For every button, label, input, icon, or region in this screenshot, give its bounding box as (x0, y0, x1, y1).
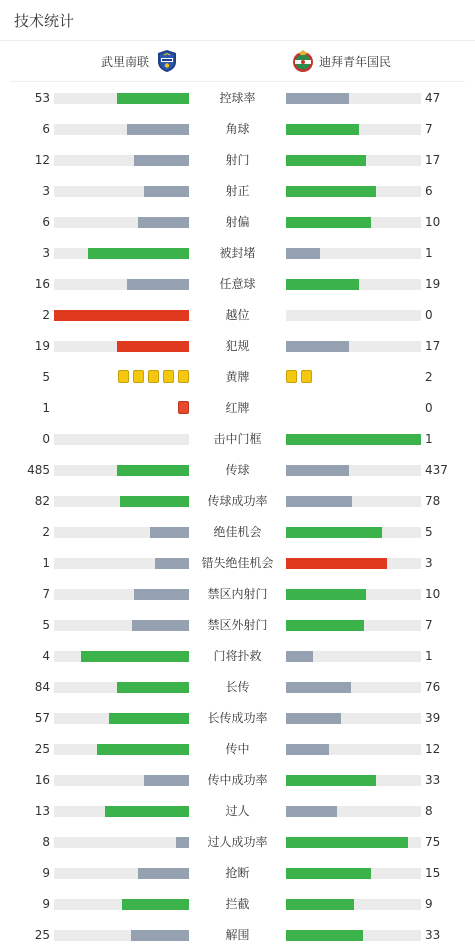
home-stat-value: 485 (27, 463, 50, 477)
home-stat-value: 25 (34, 742, 50, 756)
away-stat-bar-fill (286, 124, 359, 135)
yellow-card-icon (178, 370, 189, 383)
away-stat-value: 1 (425, 246, 433, 260)
away-stat-value: 8 (425, 804, 433, 818)
away-stat-value: 33 (425, 928, 441, 942)
home-stat-bar (54, 744, 189, 755)
home-stat-value: 82 (34, 494, 50, 508)
home-stat-bar (54, 186, 189, 197)
stat-row (0, 734, 475, 765)
stat-label: 过人 (225, 804, 250, 818)
red-card-icon (178, 401, 189, 414)
stat-label: 红牌 (225, 401, 250, 415)
home-stat-bar-fill (127, 124, 189, 135)
stat-label: 禁区内射门 (207, 587, 268, 601)
stat-row (0, 579, 475, 610)
home-stat-value: 9 (42, 866, 50, 880)
away-stat-bar-fill (286, 868, 371, 879)
away-stat-value: 33 (425, 773, 441, 787)
page-title: 技术统计 (14, 11, 75, 30)
away-stat-bar-fill (286, 713, 341, 724)
yellow-card-icon (286, 370, 297, 383)
stat-row (0, 83, 475, 114)
home-stat-bar (54, 310, 189, 321)
stat-label: 射门 (225, 153, 250, 167)
away-stat-bar-fill (286, 186, 376, 197)
away-stat-bar (286, 248, 421, 259)
away-stat-value: 17 (425, 153, 441, 167)
stat-label: 拦截 (225, 897, 250, 911)
away-stat-value: 437 (425, 463, 448, 477)
stat-row (0, 610, 475, 641)
home-stat-bar-fill (117, 341, 189, 352)
stat-label: 解围 (225, 928, 250, 942)
away-stat-bar (286, 527, 421, 538)
home-stat-value: 53 (34, 91, 50, 105)
yellow-card-icon (148, 370, 159, 383)
away-stat-bar (286, 558, 421, 569)
home-stat-bar (54, 682, 189, 693)
away-stat-bar (286, 589, 421, 600)
stat-label: 黄牌 (225, 370, 250, 384)
away-stat-bar-fill (286, 341, 349, 352)
stat-label: 长传成功率 (207, 711, 268, 725)
stat-label: 被封堵 (219, 246, 256, 260)
home-stat-value: 1 (42, 556, 50, 570)
home-stat-bar-fill (138, 868, 189, 879)
stat-row (0, 920, 475, 951)
away-stat-bar (286, 496, 421, 507)
away-stat-bar (286, 620, 421, 631)
stat-label: 抢断 (225, 866, 250, 880)
away-stat-bar-fill (286, 527, 382, 538)
away-stat-value: 0 (425, 308, 433, 322)
away-stat-bar (286, 806, 421, 817)
away-stat-bar-fill (286, 217, 371, 228)
home-stat-value: 6 (42, 122, 50, 136)
away-stat-bar (286, 93, 421, 104)
away-stat-bar (286, 868, 421, 879)
home-stat-bar-fill (176, 837, 190, 848)
away-stat-bar (286, 465, 421, 476)
away-stat-value: 39 (425, 711, 441, 725)
home-stat-bar (54, 837, 189, 848)
away-stat-value: 0 (425, 401, 433, 415)
home-stat-bar-fill (144, 186, 189, 197)
away-stat-value: 19 (425, 277, 441, 291)
away-stat-bar-fill (286, 589, 366, 600)
away-stat-bar (286, 279, 421, 290)
home-stat-bar-fill (144, 775, 189, 786)
home-stat-bar-fill (109, 713, 189, 724)
home-stat-value: 4 (42, 649, 50, 663)
home-stat-bar (54, 806, 189, 817)
home-stat-bar (54, 899, 189, 910)
away-stat-bar-fill (286, 279, 359, 290)
home-stat-bar-fill (155, 558, 189, 569)
home-stat-bar (54, 248, 189, 259)
home-stat-bar (54, 279, 189, 290)
home-stat-bar (54, 93, 189, 104)
away-stat-bar (286, 899, 421, 910)
stat-row (0, 517, 475, 548)
home-yellow-cards (118, 370, 189, 384)
away-stat-value: 7 (425, 618, 433, 632)
home-stat-value: 3 (42, 246, 50, 260)
home-stat-bar (54, 155, 189, 166)
stat-row (0, 455, 475, 486)
stat-row (0, 703, 475, 734)
away-stat-bar-fill (286, 93, 349, 104)
away-stat-bar-fill (286, 775, 376, 786)
home-stat-bar (54, 558, 189, 569)
home-stat-bar (54, 434, 189, 445)
away-yellow-cards (286, 370, 312, 384)
away-stat-bar-fill (286, 248, 320, 259)
home-stat-bar (54, 930, 189, 941)
yellow-card-icon (133, 370, 144, 383)
home-stat-bar (54, 527, 189, 538)
away-stat-value: 3 (425, 556, 433, 570)
away-team[interactable] (291, 41, 391, 81)
away-stat-bar (286, 930, 421, 941)
home-stat-bar (54, 620, 189, 631)
stat-label: 传球 (225, 463, 250, 477)
home-stat-value: 8 (42, 835, 50, 849)
away-stat-bar (286, 775, 421, 786)
home-stat-bar-fill (81, 651, 189, 662)
stat-row (0, 486, 475, 517)
home-stat-bar (54, 589, 189, 600)
stat-label: 禁区外射门 (207, 618, 268, 632)
home-stat-value: 1 (42, 401, 50, 415)
stat-label: 绝佳机会 (213, 525, 262, 539)
home-stat-value: 3 (42, 184, 50, 198)
stat-label: 过人成功率 (207, 835, 268, 849)
away-stat-bar-fill (286, 651, 313, 662)
home-stat-value: 2 (42, 525, 50, 539)
home-stat-bar (54, 217, 189, 228)
away-stat-bar-fill (286, 465, 349, 476)
stat-label: 任意球 (219, 277, 256, 291)
away-stat-bar-fill (286, 744, 329, 755)
home-stat-bar-fill (150, 527, 189, 538)
home-stat-bar-fill (131, 930, 189, 941)
away-stat-value: 2 (425, 370, 433, 384)
away-stat-bar (286, 217, 421, 228)
away-stat-value: 76 (425, 680, 441, 694)
stat-label: 门将扑救 (213, 649, 262, 663)
home-stat-value: 9 (42, 897, 50, 911)
away-team-crest-icon (291, 49, 315, 73)
stat-row (0, 331, 475, 362)
home-stat-value: 19 (34, 339, 50, 353)
away-stat-bar (286, 155, 421, 166)
away-stat-bar-fill (286, 434, 421, 445)
home-stat-bar (54, 713, 189, 724)
away-stat-bar-fill (286, 682, 351, 693)
home-stat-value: 16 (34, 277, 50, 291)
away-stat-value: 5 (425, 525, 433, 539)
stat-label: 控球率 (219, 91, 256, 105)
home-stat-bar (54, 341, 189, 352)
home-stat-bar-fill (122, 899, 190, 910)
stat-row (0, 827, 475, 858)
home-stat-bar-fill (134, 589, 189, 600)
stat-row (0, 424, 475, 455)
away-stat-bar (286, 682, 421, 693)
home-stat-bar-fill (88, 248, 189, 259)
away-stat-value: 12 (425, 742, 441, 756)
home-stat-bar (54, 868, 189, 879)
stat-row (0, 238, 475, 269)
stat-label: 射偏 (225, 215, 250, 229)
stat-row (0, 672, 475, 703)
away-stat-value: 17 (425, 339, 441, 353)
home-stat-value: 12 (34, 153, 50, 167)
away-stat-bar-fill (286, 558, 387, 569)
stat-label: 传中成功率 (207, 773, 268, 787)
home-stat-bar-fill (117, 465, 189, 476)
stat-label: 错失绝佳机会 (201, 556, 274, 570)
stat-row (0, 145, 475, 176)
home-stat-bar (54, 124, 189, 135)
away-stat-bar (286, 434, 421, 445)
away-stat-bar (286, 837, 421, 848)
stat-row (0, 300, 475, 331)
home-stat-bar-fill (138, 217, 189, 228)
stat-row (0, 207, 475, 238)
stat-row (0, 796, 475, 827)
away-stat-value: 47 (425, 91, 441, 105)
yellow-card-icon (163, 370, 174, 383)
home-stat-value: 7 (42, 587, 50, 601)
away-stat-bar-fill (286, 496, 352, 507)
away-stat-bar (286, 744, 421, 755)
home-stat-bar-fill (117, 93, 189, 104)
home-stat-bar-fill (105, 806, 189, 817)
stats-header (0, 0, 475, 41)
away-stat-bar (286, 124, 421, 135)
home-stat-bar (54, 651, 189, 662)
stat-label: 传中 (225, 742, 250, 756)
home-team-crest-icon (155, 49, 179, 73)
home-stat-value: 5 (42, 370, 50, 384)
stat-label: 传球成功率 (207, 494, 268, 508)
away-stat-value: 78 (425, 494, 441, 508)
home-stat-bar-fill (120, 496, 189, 507)
home-stat-bar-fill (54, 310, 189, 321)
away-stat-value: 10 (425, 215, 441, 229)
home-team[interactable] (101, 41, 179, 81)
yellow-card-icon (301, 370, 312, 383)
home-team-name: 武里南联 (100, 54, 149, 69)
stat-label: 越位 (225, 308, 250, 322)
stat-row (0, 765, 475, 796)
stat-label: 击中门框 (213, 432, 262, 446)
stat-row (0, 269, 475, 300)
stat-row (0, 393, 475, 424)
stat-label: 射正 (225, 184, 250, 198)
away-stat-value: 1 (425, 649, 433, 663)
home-stat-value: 5 (42, 618, 50, 632)
away-stat-bar-fill (286, 899, 354, 910)
away-stat-bar-fill (286, 806, 337, 817)
yellow-card-icon (118, 370, 129, 383)
away-stat-bar (286, 651, 421, 662)
home-stat-value: 25 (34, 928, 50, 942)
home-stat-value: 84 (34, 680, 50, 694)
away-stat-value: 1 (425, 432, 433, 446)
home-red-cards (178, 401, 189, 415)
away-stat-bar-fill (286, 837, 408, 848)
away-stat-bar-fill (286, 620, 364, 631)
home-stat-bar (54, 496, 189, 507)
home-stat-value: 16 (34, 773, 50, 787)
stat-row (0, 114, 475, 145)
away-stat-bar-fill (286, 155, 366, 166)
home-stat-bar-fill (127, 279, 189, 290)
teams-bar (10, 41, 465, 82)
home-stat-bar-fill (97, 744, 189, 755)
away-stat-value: 75 (425, 835, 441, 849)
home-stat-bar (54, 775, 189, 786)
away-stat-bar (286, 341, 421, 352)
stats-list (0, 83, 475, 951)
away-stat-value: 9 (425, 897, 433, 911)
stat-row (0, 548, 475, 579)
away-stat-bar (286, 186, 421, 197)
stat-label: 角球 (225, 122, 250, 136)
home-stat-bar-fill (117, 682, 189, 693)
stat-row (0, 641, 475, 672)
home-stat-value: 0 (42, 432, 50, 446)
stat-row (0, 176, 475, 207)
away-stat-value: 15 (425, 866, 441, 880)
home-stat-bar-fill (134, 155, 189, 166)
away-stat-value: 10 (425, 587, 441, 601)
home-stat-value: 57 (34, 711, 50, 725)
away-stat-value: 6 (425, 184, 433, 198)
stat-row (0, 858, 475, 889)
home-stat-value: 2 (42, 308, 50, 322)
stat-label: 犯规 (225, 339, 250, 353)
away-team-name: 迪拜青年国民 (319, 54, 392, 69)
home-stat-value: 13 (34, 804, 50, 818)
away-stat-value: 7 (425, 122, 433, 136)
away-stat-bar (286, 713, 421, 724)
home-stat-bar (54, 465, 189, 476)
home-stat-value: 6 (42, 215, 50, 229)
away-stat-bar-fill (286, 930, 363, 941)
stat-label: 长传 (225, 680, 250, 694)
stat-row (0, 362, 475, 393)
away-stat-bar (286, 310, 421, 321)
home-stat-bar-fill (132, 620, 189, 631)
stat-row (0, 889, 475, 920)
